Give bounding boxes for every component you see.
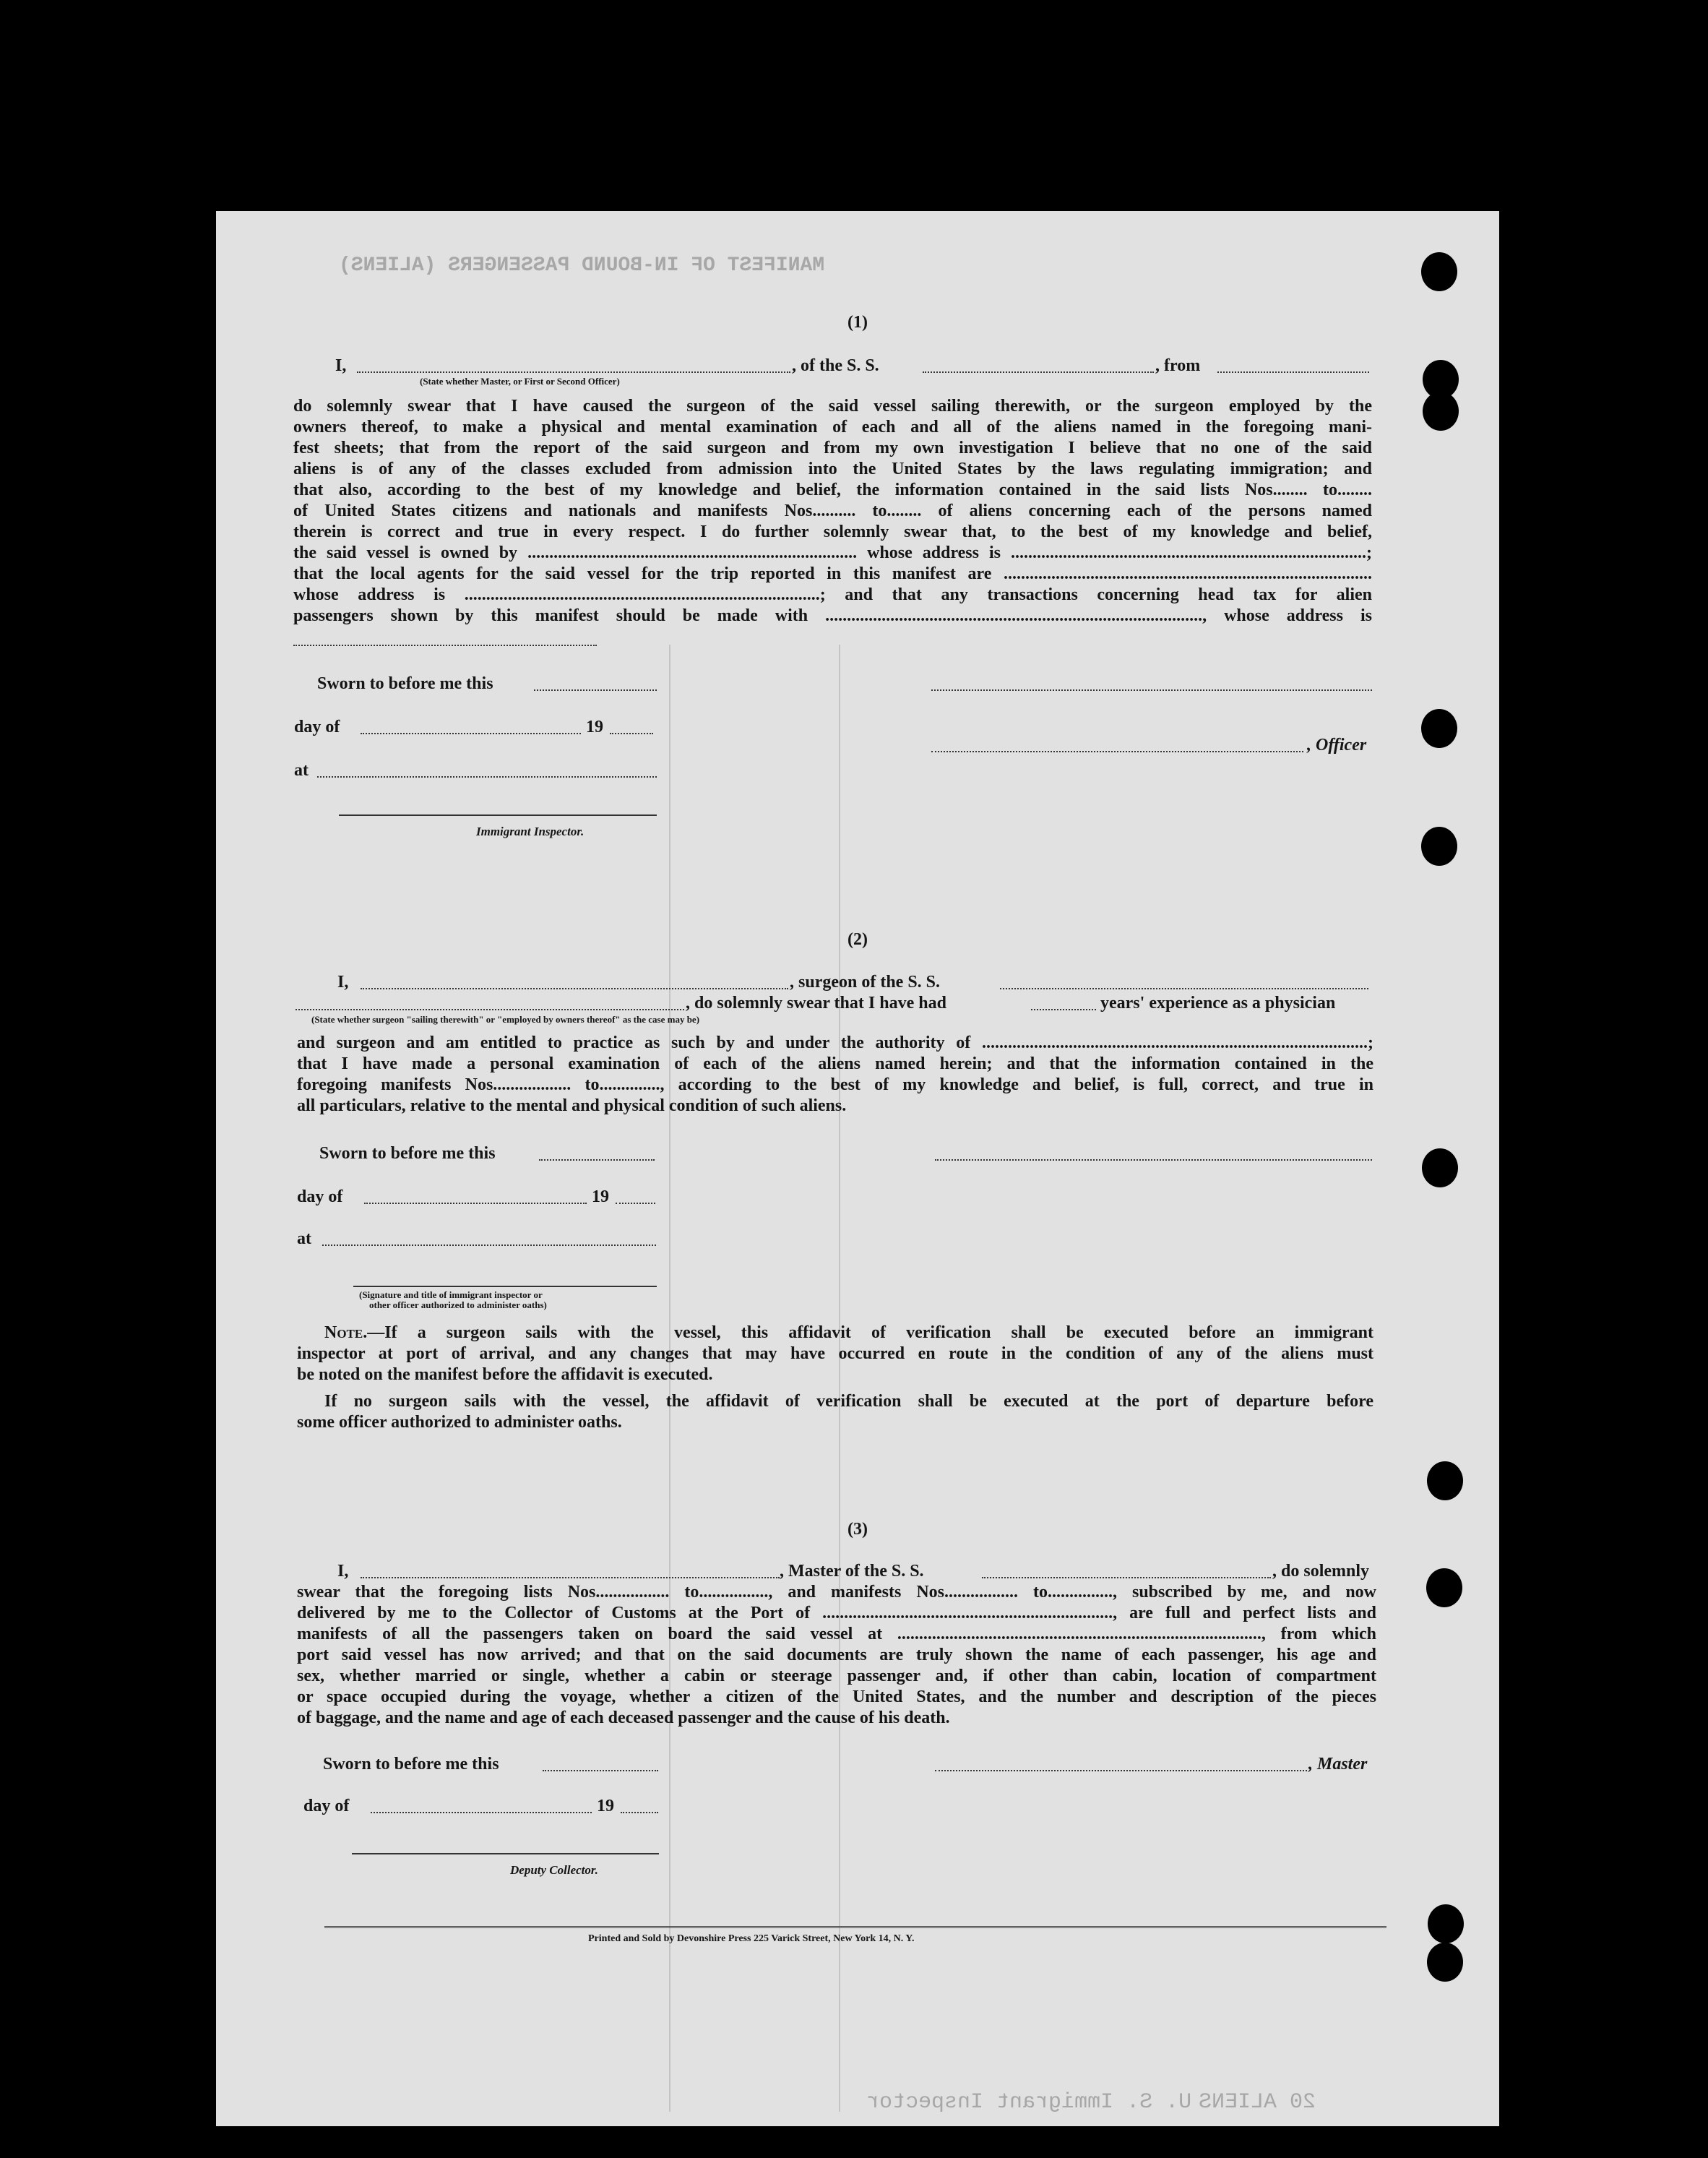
sworn-date-line-3[interactable] bbox=[543, 1770, 658, 1771]
section-3-sworn-label: Sworn to before me this bbox=[323, 1755, 499, 1774]
vessel-name-line[interactable] bbox=[923, 371, 1154, 373]
note-line-2: some officer authorized to administer oaths. bbox=[297, 1413, 622, 1432]
punch-hole bbox=[1428, 1904, 1464, 1943]
day-of-line-3[interactable] bbox=[371, 1812, 592, 1813]
section-2-solemnly-label: , do solemnly swear that I have had bbox=[686, 994, 946, 1013]
sworn-date-line-2[interactable] bbox=[539, 1159, 655, 1161]
section-2-experience-label: years' experience as a physician bbox=[1100, 994, 1336, 1013]
bleed-through-footer: U. S. Immigrant Inspector bbox=[866, 2090, 1192, 2115]
section-1-oath-line: whose address is ..................................................................................; and that any transactions concerning head tax for alien bbox=[293, 585, 1372, 604]
section-1-oath-line: owners thereof, to make a physical and mental examination of each and all of the aliens named in the foregoing mani- bbox=[293, 418, 1372, 437]
printer-imprint: Printed and Sold by Devonshire Press 225 Varick Street, New York 14, N. Y. bbox=[588, 1933, 915, 1944]
officer-signature-line-1[interactable] bbox=[931, 689, 1372, 691]
officer-signature-line-2[interactable] bbox=[931, 751, 1303, 752]
bleed-through-header: MANIFEST OF IN-BOUND PASSENGERS (ALIENS) bbox=[339, 254, 825, 277]
note-line-2: If no surgeon sails with the vessel, the affidavit of verification shall be executed at the port of departure before bbox=[324, 1392, 1373, 1411]
collector-signature-line[interactable] bbox=[352, 1853, 659, 1854]
punch-hole bbox=[1427, 1943, 1463, 1982]
section-1-oath-line: fest sheets; that from the report of the said surgeon and from my own investigation I believe that no one of the said bbox=[293, 439, 1372, 457]
section-2-oath-line: all particulars, relative to the mental and physical condition of such aliens. bbox=[297, 1096, 847, 1115]
section-1-oath-line: the said vessel is owned by ............................................................................ whose address is ..................................................................................; bbox=[293, 543, 1372, 562]
section-3-oath-line: delivered by me to the Collector of Customs at the Port of ..................................................................., are full and perfect lists and bbox=[297, 1604, 1376, 1622]
master-signature-line[interactable] bbox=[935, 1770, 1307, 1771]
section-1-number: (1) bbox=[847, 313, 868, 332]
section-2-surgeon-note: (State whether surgeon "sailing therewith" or "employed by owners thereof" as the case may be) bbox=[311, 1014, 700, 1025]
punch-hole bbox=[1421, 827, 1457, 866]
year-line[interactable] bbox=[610, 733, 653, 734]
at-place-line[interactable] bbox=[317, 776, 657, 778]
section-2-caption-1: (Signature and title of immigrant inspector or bbox=[359, 1289, 543, 1300]
section-2-oath-line: foregoing manifests Nos.................. to.............., according to the best of my knowledge and belief, is full, correct, and true in bbox=[297, 1075, 1373, 1094]
section-1-oath-line: do solemnly swear that I have caused the surgeon of the said vessel sailing therewith, or the surgeon employed by the bbox=[293, 397, 1372, 416]
section-1-of-ss: , of the S. S. bbox=[792, 356, 879, 375]
section-1-oath-line: therein is correct and true in every respect. I do further solemnly swear that, to the best of my knowledge and belief, bbox=[293, 523, 1372, 541]
section-3-number: (3) bbox=[847, 1520, 868, 1539]
section-1-oath-line: passengers shown by this manifest should be made with ......................................................................................., whose address is bbox=[293, 606, 1372, 625]
note-label: Note. bbox=[324, 1323, 368, 1342]
section-1-day-of-label: day of bbox=[294, 718, 340, 736]
section-1-oath-line: aliens is of any of the classes excluded from admission into the United States by the laws regulating immigration; and bbox=[293, 460, 1372, 478]
section-2-oath-line: and surgeon and am entitled to practice as such by and under the authority of .........................................................................................; bbox=[297, 1033, 1373, 1052]
section-3-oath-line: swear that the foregoing lists Nos................. to................, and manifests Nos................. to..............., subscribed by me, and now bbox=[297, 1583, 1376, 1602]
section-3-master-label: , Master bbox=[1308, 1755, 1368, 1774]
section-2-oath-line: that I have made a personal examination of each of the aliens named herein; and that the information contained in the bbox=[297, 1054, 1373, 1073]
surgeon-status-line[interactable] bbox=[296, 1009, 684, 1010]
master-name-line[interactable] bbox=[357, 371, 790, 373]
section-3-oath-line: port said vessel has now arrived; and that on the said documents are truly shown the name of each passenger, his age and bbox=[297, 1646, 1376, 1664]
day-of-line-2[interactable] bbox=[364, 1203, 587, 1204]
punch-hole bbox=[1423, 392, 1459, 431]
years-experience-line[interactable] bbox=[1031, 1009, 1096, 1010]
section-1-oath-line: of United States citizens and nationals and manifests Nos.......... to........ of aliens concerning each of the persons named bbox=[293, 502, 1372, 520]
section-1-from: , from bbox=[1155, 356, 1201, 375]
section-1-i: I, bbox=[335, 356, 347, 375]
from-port-line[interactable] bbox=[1217, 371, 1369, 373]
section-2-at-label: at bbox=[297, 1229, 311, 1248]
section-3-oath-line: of baggage, and the name and age of each deceased passenger and the cause of his death. bbox=[297, 1708, 950, 1727]
sworn-date-line[interactable] bbox=[534, 689, 657, 691]
footer-rule bbox=[324, 1926, 1386, 1928]
section-3-collector-caption: Deputy Collector. bbox=[510, 1863, 598, 1877]
section-3-solemnly-label: , do solemnly bbox=[1272, 1562, 1370, 1581]
section-3-master-of-label: , Master of the S. S. bbox=[780, 1562, 924, 1581]
section-2-surgeon-label: , surgeon of the S. S. bbox=[790, 973, 941, 992]
section-3-oath-line: sex, whether married or single, whether a cabin or steerage passenger and, if other than cabin, location of compartment bbox=[297, 1667, 1376, 1685]
section-3-i: I, bbox=[337, 1562, 349, 1581]
punch-hole bbox=[1421, 709, 1457, 748]
section-1-officer-label: , Officer bbox=[1307, 736, 1367, 755]
punch-hole bbox=[1421, 252, 1457, 291]
punch-hole bbox=[1426, 1568, 1462, 1607]
note-line bbox=[297, 1323, 1373, 1344]
section-1-sworn-label: Sworn to before me this bbox=[317, 674, 493, 693]
head-tax-address-line[interactable] bbox=[293, 645, 597, 646]
note-line: be noted on the manifest before the affidavit is executed. bbox=[297, 1365, 713, 1384]
section-1-year-label: 19 bbox=[586, 718, 603, 736]
section-3-day-of-label: day of bbox=[303, 1797, 350, 1815]
section-3-year-label: 19 bbox=[597, 1797, 614, 1815]
section-2-sworn-label: Sworn to before me this bbox=[319, 1144, 496, 1163]
bleed-through-footer-tail: 20 ALIENS bbox=[1199, 2090, 1316, 2115]
section-2-day-of-label: day of bbox=[297, 1187, 343, 1206]
surgeon-name-line[interactable] bbox=[361, 988, 788, 989]
at-place-line-2[interactable] bbox=[322, 1244, 656, 1246]
section-3-oath-line: manifests of all the passengers taken on board the said vessel at ...................................................................................., from which bbox=[297, 1625, 1376, 1643]
section-1-oath-line: that the local agents for the said vessel for the trip reported in this manifest are ..................................................................................... bbox=[293, 564, 1372, 583]
year-line-2[interactable] bbox=[616, 1203, 655, 1204]
section-1-oath-line: that also, according to the best of my knowledge and belief, the information contained in the said lists Nos........ to........ bbox=[293, 481, 1372, 499]
section-3-oath-line: or space occupied during the voyage, whether a citizen of the United States, and the number and description of the pieces bbox=[297, 1688, 1376, 1706]
section-1-officer-note: (State whether Master, or First or Second Officer) bbox=[420, 376, 620, 387]
note-text: —If a surgeon sails with the vessel, this affidavit of verification shall be executed before an immigrant bbox=[367, 1323, 1373, 1342]
inspector-signature-line-2[interactable] bbox=[353, 1286, 657, 1287]
year-line-3[interactable] bbox=[621, 1812, 658, 1813]
section-2-number: (2) bbox=[847, 930, 868, 949]
section-2-caption-2: other officer authorized to administer oaths) bbox=[369, 1299, 547, 1310]
vessel-name-line-3[interactable] bbox=[982, 1577, 1271, 1578]
section-2-i: I, bbox=[337, 973, 349, 992]
surgeon-signature-line[interactable] bbox=[935, 1159, 1372, 1161]
punch-hole bbox=[1422, 1148, 1458, 1187]
section-2-year-label: 19 bbox=[592, 1187, 609, 1206]
manifest-page bbox=[216, 211, 1499, 2126]
inspector-signature-line[interactable] bbox=[339, 814, 657, 816]
master-name-line-3[interactable] bbox=[361, 1577, 780, 1578]
section-1-at-label: at bbox=[294, 761, 309, 780]
day-of-line[interactable] bbox=[361, 733, 581, 734]
surgeon-vessel-line[interactable] bbox=[1000, 988, 1368, 989]
section-1-inspector-caption: Immigrant Inspector. bbox=[476, 825, 585, 838]
note-line: inspector at port of arrival, and any changes that may have occurred en route in the condition of any of the aliens must bbox=[297, 1344, 1373, 1363]
punch-hole bbox=[1427, 1461, 1463, 1500]
